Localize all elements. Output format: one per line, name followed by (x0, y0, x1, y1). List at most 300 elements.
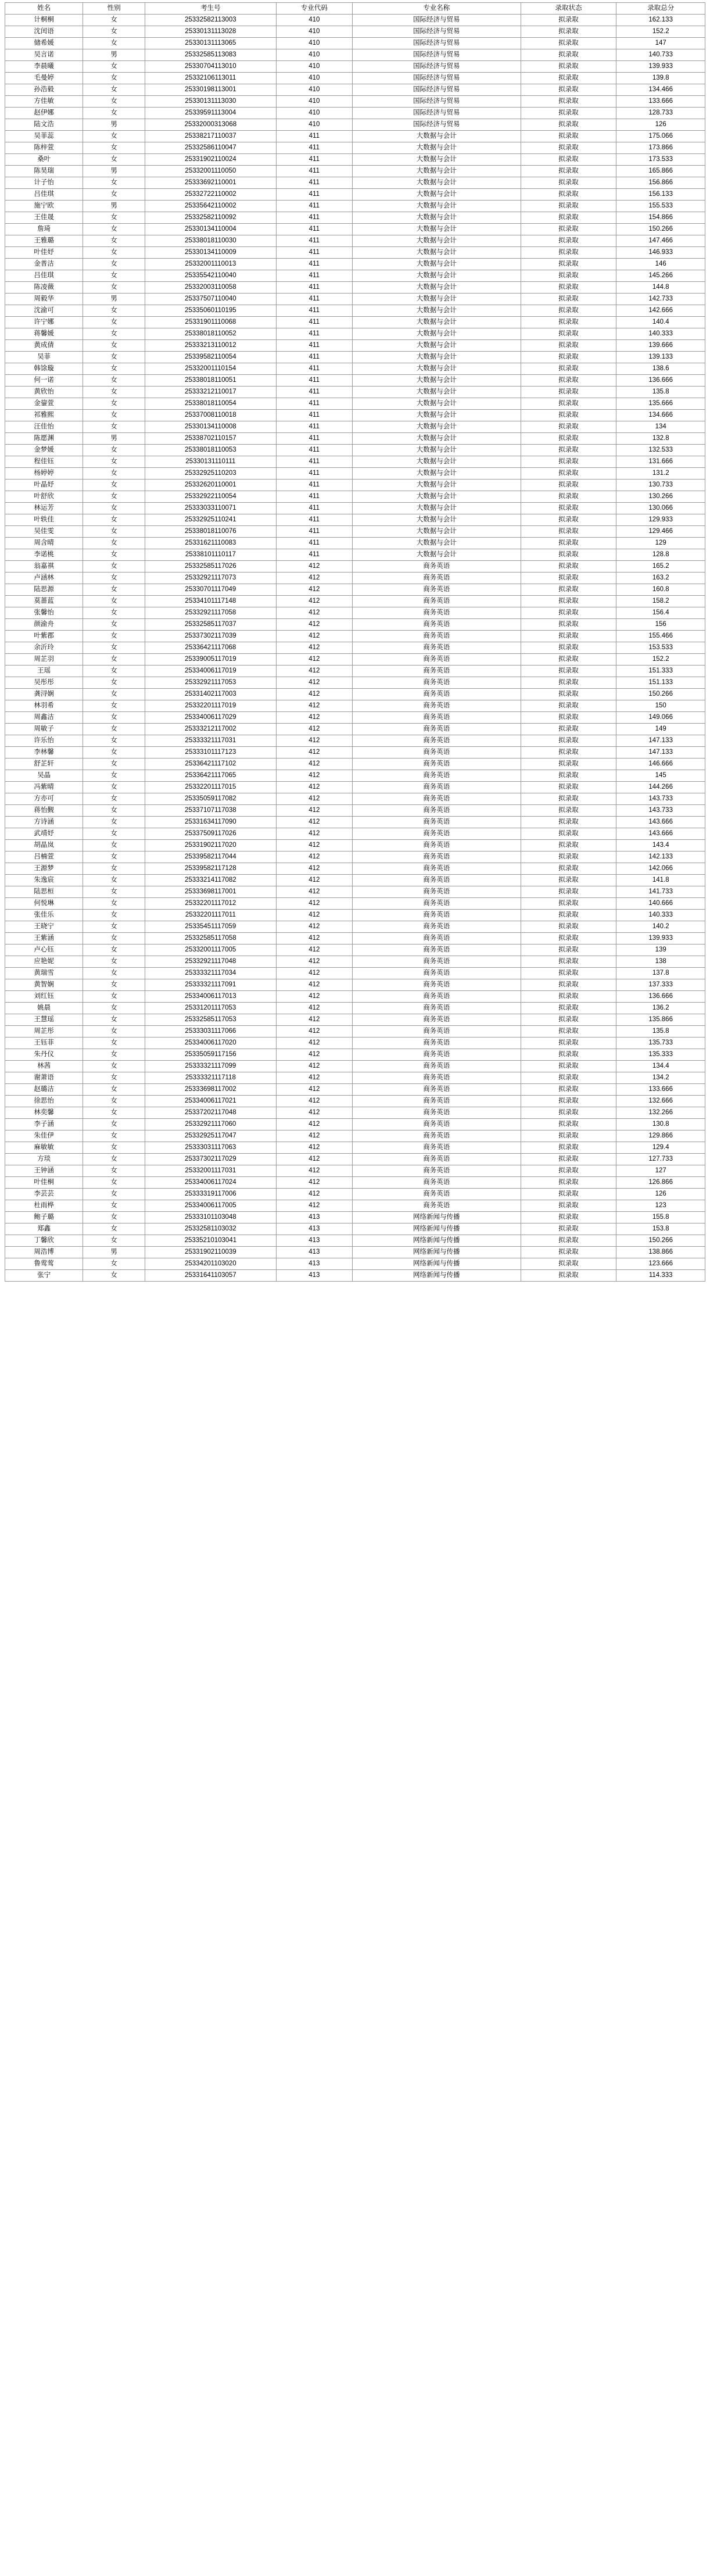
cell-major-name: 大数据与会计 (352, 247, 521, 259)
cell-gender: 女 (83, 979, 145, 991)
cell-major-name: 商务英语 (352, 561, 521, 573)
cell-exam-id: 25339005117019 (145, 654, 276, 666)
cell-total-score: 132.8 (616, 433, 705, 445)
cell-name: 张佳乐 (5, 910, 83, 921)
cell-exam-id: 25334006117024 (145, 1177, 276, 1189)
cell-name: 卢涵林 (5, 573, 83, 584)
cell-name: 何一诺 (5, 375, 83, 387)
table-row (5, 607, 705, 619)
cell-major-name: 商务英语 (352, 1154, 521, 1165)
cell-name: 周芷羽 (5, 654, 83, 666)
cell-major-code: 411 (276, 270, 352, 282)
cell-total-score: 145 (616, 770, 705, 782)
cell-exam-id: 25331901110068 (145, 317, 276, 328)
cell-total-score: 139 (616, 944, 705, 956)
cell-status: 拟录取 (521, 38, 616, 49)
cell-major-name: 大数据与会计 (352, 398, 521, 410)
cell-major-name: 商务英语 (352, 793, 521, 805)
cell-name: 祁雅熙 (5, 410, 83, 421)
table-row (5, 73, 705, 84)
cell-status: 拟录取 (521, 886, 616, 898)
table-row (5, 875, 705, 886)
cell-gender: 男 (83, 49, 145, 61)
cell-total-score: 137.8 (616, 968, 705, 979)
column-header-major-code: 专业代码 (276, 3, 352, 15)
cell-major-code: 413 (276, 1247, 352, 1258)
cell-major-code: 412 (276, 1026, 352, 1037)
cell-total-score: 138.6 (616, 363, 705, 375)
table-row (5, 921, 705, 933)
cell-total-score: 156.4 (616, 607, 705, 619)
table-row (5, 805, 705, 817)
cell-major-code: 410 (276, 73, 352, 84)
cell-status: 拟录取 (521, 375, 616, 387)
cell-total-score: 156.866 (616, 177, 705, 189)
cell-status: 拟录取 (521, 398, 616, 410)
table-row (5, 456, 705, 468)
cell-status: 拟录取 (521, 828, 616, 840)
cell-major-code: 412 (276, 735, 352, 747)
cell-major-name: 商务英语 (352, 1049, 521, 1061)
cell-total-score: 142.133 (616, 851, 705, 863)
table-row (5, 468, 705, 480)
cell-major-code: 411 (276, 491, 352, 503)
cell-exam-id: 25333031117063 (145, 1142, 276, 1154)
cell-exam-id: 25333692110001 (145, 177, 276, 189)
cell-major-name: 商务英语 (352, 1003, 521, 1014)
cell-exam-id: 25331634117090 (145, 817, 276, 828)
cell-name: 叶晶妤 (5, 480, 83, 491)
cell-gender: 女 (83, 259, 145, 270)
cell-gender: 女 (83, 189, 145, 201)
cell-major-name: 商务英语 (352, 596, 521, 607)
cell-total-score: 140.4 (616, 317, 705, 328)
cell-exam-id: 25337302117029 (145, 1154, 276, 1165)
cell-gender: 女 (83, 1003, 145, 1014)
cell-gender: 女 (83, 712, 145, 724)
cell-major-name: 大数据与会计 (352, 259, 521, 270)
cell-name: 周芷彤 (5, 1026, 83, 1037)
cell-total-score: 131.2 (616, 468, 705, 480)
cell-total-score: 143.733 (616, 793, 705, 805)
cell-major-code: 411 (276, 166, 352, 177)
cell-gender: 女 (83, 235, 145, 247)
cell-name: 黄成倩 (5, 340, 83, 352)
cell-gender: 女 (83, 631, 145, 642)
cell-gender: 女 (83, 15, 145, 26)
cell-name: 王佳晟 (5, 212, 83, 224)
cell-name: 胡晶岚 (5, 840, 83, 851)
cell-major-name: 商务英语 (352, 642, 521, 654)
cell-major-code: 410 (276, 49, 352, 61)
cell-major-name: 商务英语 (352, 700, 521, 712)
cell-exam-id: 25332001110050 (145, 166, 276, 177)
cell-gender: 男 (83, 433, 145, 445)
cell-gender: 女 (83, 910, 145, 921)
cell-gender: 女 (83, 828, 145, 840)
cell-gender: 女 (83, 282, 145, 294)
cell-name: 叶舒欣 (5, 491, 83, 503)
cell-major-name: 大数据与会计 (352, 433, 521, 445)
cell-major-name: 商务英语 (352, 619, 521, 631)
table-row (5, 1026, 705, 1037)
cell-gender: 女 (83, 1177, 145, 1189)
cell-exam-id: 25334006117021 (145, 1096, 276, 1107)
cell-name: 叶轶佳 (5, 514, 83, 526)
cell-exam-id: 25336421117102 (145, 759, 276, 770)
cell-status: 拟录取 (521, 480, 616, 491)
cell-name: 吴佳雯 (5, 526, 83, 538)
cell-major-code: 410 (276, 26, 352, 38)
table-row (5, 596, 705, 607)
cell-major-code: 412 (276, 573, 352, 584)
cell-major-code: 412 (276, 910, 352, 921)
cell-total-score: 136.666 (616, 375, 705, 387)
cell-gender: 男 (83, 201, 145, 212)
table-row (5, 735, 705, 747)
cell-status: 拟录取 (521, 96, 616, 108)
cell-status: 拟录取 (521, 340, 616, 352)
cell-major-code: 411 (276, 526, 352, 538)
cell-gender: 女 (83, 177, 145, 189)
cell-major-code: 410 (276, 96, 352, 108)
cell-major-name: 大数据与会计 (352, 387, 521, 398)
cell-major-code: 412 (276, 782, 352, 793)
cell-total-score: 129.866 (616, 1130, 705, 1142)
cell-major-name: 商务英语 (352, 910, 521, 921)
cell-total-score: 135.666 (616, 398, 705, 410)
cell-gender: 女 (83, 1026, 145, 1037)
cell-status: 拟录取 (521, 875, 616, 886)
cell-total-score: 134.666 (616, 410, 705, 421)
cell-status: 拟录取 (521, 131, 616, 142)
cell-total-score: 128.8 (616, 549, 705, 561)
cell-exam-id: 25332001110154 (145, 363, 276, 375)
table-row (5, 1154, 705, 1165)
cell-total-score: 126 (616, 119, 705, 131)
cell-total-score: 173.533 (616, 154, 705, 166)
table-row (5, 1072, 705, 1084)
cell-status: 拟录取 (521, 491, 616, 503)
cell-total-score: 155.8 (616, 1212, 705, 1223)
cell-exam-id: 25335059117082 (145, 793, 276, 805)
cell-total-score: 145.266 (616, 270, 705, 282)
cell-status: 拟录取 (521, 26, 616, 38)
cell-name: 莫蔷蓝 (5, 596, 83, 607)
cell-exam-id: 25330131110111 (145, 456, 276, 468)
cell-exam-id: 25338217110037 (145, 131, 276, 142)
cell-major-code: 411 (276, 352, 352, 363)
cell-exam-id: 25339591113004 (145, 108, 276, 119)
cell-name: 赵璐洁 (5, 1084, 83, 1096)
cell-name: 叶紫郡 (5, 631, 83, 642)
cell-total-score: 144.266 (616, 782, 705, 793)
cell-name: 吕楠萱 (5, 851, 83, 863)
cell-major-code: 412 (276, 596, 352, 607)
table-row (5, 1107, 705, 1119)
table-row (5, 235, 705, 247)
cell-major-name: 大数据与会计 (352, 375, 521, 387)
cell-gender: 女 (83, 689, 145, 700)
cell-major-code: 412 (276, 817, 352, 828)
cell-gender: 女 (83, 677, 145, 689)
cell-status: 拟录取 (521, 61, 616, 73)
cell-status: 拟录取 (521, 666, 616, 677)
cell-exam-id: 25332585117053 (145, 1014, 276, 1026)
cell-gender: 女 (83, 328, 145, 340)
cell-total-score: 139.933 (616, 933, 705, 944)
cell-name: 吴彤彤 (5, 677, 83, 689)
cell-total-score: 134.466 (616, 84, 705, 96)
table-row (5, 1200, 705, 1212)
cell-gender: 女 (83, 1165, 145, 1177)
cell-gender: 女 (83, 270, 145, 282)
table-row (5, 828, 705, 840)
cell-status: 拟录取 (521, 1258, 616, 1270)
cell-total-score: 129.4 (616, 1142, 705, 1154)
cell-name: 鲍子璐 (5, 1212, 83, 1223)
cell-major-code: 411 (276, 480, 352, 491)
cell-name: 王慧瑶 (5, 1014, 83, 1026)
cell-total-score: 130.266 (616, 491, 705, 503)
cell-name: 朱丹仪 (5, 1049, 83, 1061)
cell-status: 拟录取 (521, 1026, 616, 1037)
table-row (5, 689, 705, 700)
cell-major-name: 大数据与会计 (352, 340, 521, 352)
cell-major-name: 商务英语 (352, 875, 521, 886)
cell-major-name: 商务英语 (352, 828, 521, 840)
cell-exam-id: 25332001117031 (145, 1165, 276, 1177)
cell-total-score: 134.2 (616, 1072, 705, 1084)
cell-name: 蒋馨媛 (5, 328, 83, 340)
cell-name: 李诺桃 (5, 549, 83, 561)
cell-exam-id: 25332922110054 (145, 491, 276, 503)
cell-major-name: 商务英语 (352, 979, 521, 991)
cell-name: 林运芳 (5, 503, 83, 514)
cell-total-score: 152.2 (616, 654, 705, 666)
cell-gender: 女 (83, 142, 145, 154)
cell-major-name: 大数据与会计 (352, 189, 521, 201)
cell-status: 拟录取 (521, 921, 616, 933)
cell-exam-id: 25337008110018 (145, 410, 276, 421)
cell-status: 拟录取 (521, 596, 616, 607)
cell-exam-id: 25332001117005 (145, 944, 276, 956)
cell-total-score: 140.666 (616, 898, 705, 910)
cell-status: 拟录取 (521, 840, 616, 851)
cell-status: 拟录取 (521, 189, 616, 201)
table-row (5, 1235, 705, 1247)
cell-status: 拟录取 (521, 549, 616, 561)
cell-total-score: 153.533 (616, 642, 705, 654)
cell-total-score: 158.2 (616, 596, 705, 607)
cell-status: 拟录取 (521, 689, 616, 700)
cell-major-name: 网络新闻与传播 (352, 1270, 521, 1282)
cell-major-name: 大数据与会计 (352, 294, 521, 305)
cell-total-score: 150 (616, 700, 705, 712)
column-header-status: 录取状态 (521, 3, 616, 15)
cell-exam-id: 25332003110058 (145, 282, 276, 294)
cell-total-score: 156 (616, 619, 705, 631)
cell-major-name: 商务英语 (352, 886, 521, 898)
cell-major-name: 商务英语 (352, 747, 521, 759)
cell-exam-id: 25334006117013 (145, 991, 276, 1003)
cell-major-name: 国际经济与贸易 (352, 96, 521, 108)
cell-major-code: 412 (276, 898, 352, 910)
cell-exam-id: 25332921117073 (145, 573, 276, 584)
cell-exam-id: 25335210103041 (145, 1235, 276, 1247)
cell-gender: 女 (83, 398, 145, 410)
table-row (5, 1247, 705, 1258)
cell-exam-id: 25332581103032 (145, 1223, 276, 1235)
table-row (5, 1212, 705, 1223)
table-row (5, 700, 705, 712)
cell-major-name: 商务英语 (352, 724, 521, 735)
table-row (5, 491, 705, 503)
cell-status: 拟录取 (521, 1177, 616, 1189)
cell-gender: 女 (83, 387, 145, 398)
cell-total-score: 134.4 (616, 1061, 705, 1072)
cell-gender: 女 (83, 607, 145, 619)
cell-gender: 女 (83, 247, 145, 259)
cell-total-score: 147.466 (616, 235, 705, 247)
cell-gender: 女 (83, 26, 145, 38)
cell-name: 朱逸宸 (5, 875, 83, 886)
cell-name: 郑鑫 (5, 1223, 83, 1235)
cell-exam-id: 25331902110024 (145, 154, 276, 166)
cell-name: 李子涵 (5, 1119, 83, 1130)
cell-major-name: 商务英语 (352, 1119, 521, 1130)
table-row (5, 387, 705, 398)
cell-total-score: 140.333 (616, 910, 705, 921)
cell-major-code: 412 (276, 1096, 352, 1107)
table-row (5, 201, 705, 212)
cell-exam-id: 25333321117091 (145, 979, 276, 991)
cell-exam-id: 25333212110017 (145, 387, 276, 398)
cell-gender: 女 (83, 759, 145, 770)
table-row (5, 968, 705, 979)
cell-major-name: 商务英语 (352, 1084, 521, 1096)
cell-status: 拟录取 (521, 1235, 616, 1247)
table-row (5, 154, 705, 166)
cell-exam-id: 25338101110117 (145, 549, 276, 561)
cell-name: 姚晨 (5, 1003, 83, 1014)
cell-name: 方琰 (5, 1154, 83, 1165)
cell-status: 拟录取 (521, 352, 616, 363)
cell-gender: 女 (83, 131, 145, 142)
cell-exam-id: 25332201117019 (145, 700, 276, 712)
cell-major-code: 411 (276, 328, 352, 340)
cell-total-score: 150.266 (616, 224, 705, 235)
cell-exam-id: 25338018110030 (145, 235, 276, 247)
cell-major-code: 412 (276, 1084, 352, 1096)
cell-total-score: 140.333 (616, 328, 705, 340)
cell-name: 程佳钰 (5, 456, 83, 468)
cell-exam-id: 25333212117002 (145, 724, 276, 735)
table-row (5, 1142, 705, 1154)
cell-status: 拟录取 (521, 119, 616, 131)
cell-gender: 女 (83, 73, 145, 84)
cell-name: 武靖妤 (5, 828, 83, 840)
cell-major-code: 410 (276, 84, 352, 96)
cell-total-score: 143.733 (616, 805, 705, 817)
cell-status: 拟录取 (521, 979, 616, 991)
cell-name: 余沂玲 (5, 642, 83, 654)
cell-exam-id: 25331402117003 (145, 689, 276, 700)
cell-name: 舒芷轩 (5, 759, 83, 770)
cell-total-score: 147.133 (616, 735, 705, 747)
cell-status: 拟录取 (521, 1119, 616, 1130)
cell-gender: 女 (83, 956, 145, 968)
cell-major-name: 大数据与会计 (352, 270, 521, 282)
cell-exam-id: 25332921117053 (145, 677, 276, 689)
cell-major-name: 商务英语 (352, 1014, 521, 1026)
cell-total-score: 141.733 (616, 886, 705, 898)
cell-name: 黄瑞雪 (5, 968, 83, 979)
cell-major-name: 大数据与会计 (352, 177, 521, 189)
cell-exam-id: 25332585113083 (145, 49, 276, 61)
cell-total-score: 130.8 (616, 1119, 705, 1130)
cell-gender: 女 (83, 886, 145, 898)
cell-total-score: 146.666 (616, 759, 705, 770)
cell-exam-id: 25335059117156 (145, 1049, 276, 1061)
cell-status: 拟录取 (521, 619, 616, 631)
cell-name: 金梦媛 (5, 445, 83, 456)
cell-exam-id: 25330198113001 (145, 84, 276, 96)
cell-gender: 女 (83, 1142, 145, 1154)
cell-major-code: 411 (276, 363, 352, 375)
cell-gender: 女 (83, 666, 145, 677)
cell-gender: 女 (83, 817, 145, 828)
cell-total-score: 126.866 (616, 1177, 705, 1189)
cell-gender: 女 (83, 584, 145, 596)
cell-name: 金鋆萱 (5, 398, 83, 410)
table-row (5, 840, 705, 851)
cell-total-score: 138.866 (616, 1247, 705, 1258)
cell-major-code: 412 (276, 886, 352, 898)
cell-major-name: 国际经济与贸易 (352, 108, 521, 119)
cell-gender: 女 (83, 61, 145, 73)
table-row (5, 142, 705, 154)
cell-major-code: 411 (276, 433, 352, 445)
cell-major-name: 大数据与会计 (352, 480, 521, 491)
cell-major-code: 411 (276, 189, 352, 201)
cell-status: 拟录取 (521, 166, 616, 177)
cell-major-code: 411 (276, 456, 352, 468)
table-row (5, 433, 705, 445)
table-row (5, 119, 705, 131)
cell-major-code: 412 (276, 991, 352, 1003)
cell-status: 拟录取 (521, 747, 616, 759)
cell-status: 拟录取 (521, 247, 616, 259)
cell-total-score: 175.066 (616, 131, 705, 142)
cell-exam-id: 25333321117118 (145, 1072, 276, 1084)
cell-status: 拟录取 (521, 177, 616, 189)
cell-gender: 女 (83, 375, 145, 387)
cell-total-score: 163.2 (616, 573, 705, 584)
cell-major-code: 412 (276, 863, 352, 875)
table-row (5, 631, 705, 642)
cell-major-code: 412 (276, 1142, 352, 1154)
cell-gender: 女 (83, 305, 145, 317)
cell-major-name: 大数据与会计 (352, 154, 521, 166)
cell-major-name: 商务英语 (352, 770, 521, 782)
cell-name: 林茜 (5, 1061, 83, 1072)
cell-major-name: 大数据与会计 (352, 131, 521, 142)
cell-major-code: 412 (276, 1154, 352, 1165)
table-row (5, 526, 705, 538)
cell-total-score: 132.266 (616, 1107, 705, 1119)
cell-major-name: 大数据与会计 (352, 363, 521, 375)
